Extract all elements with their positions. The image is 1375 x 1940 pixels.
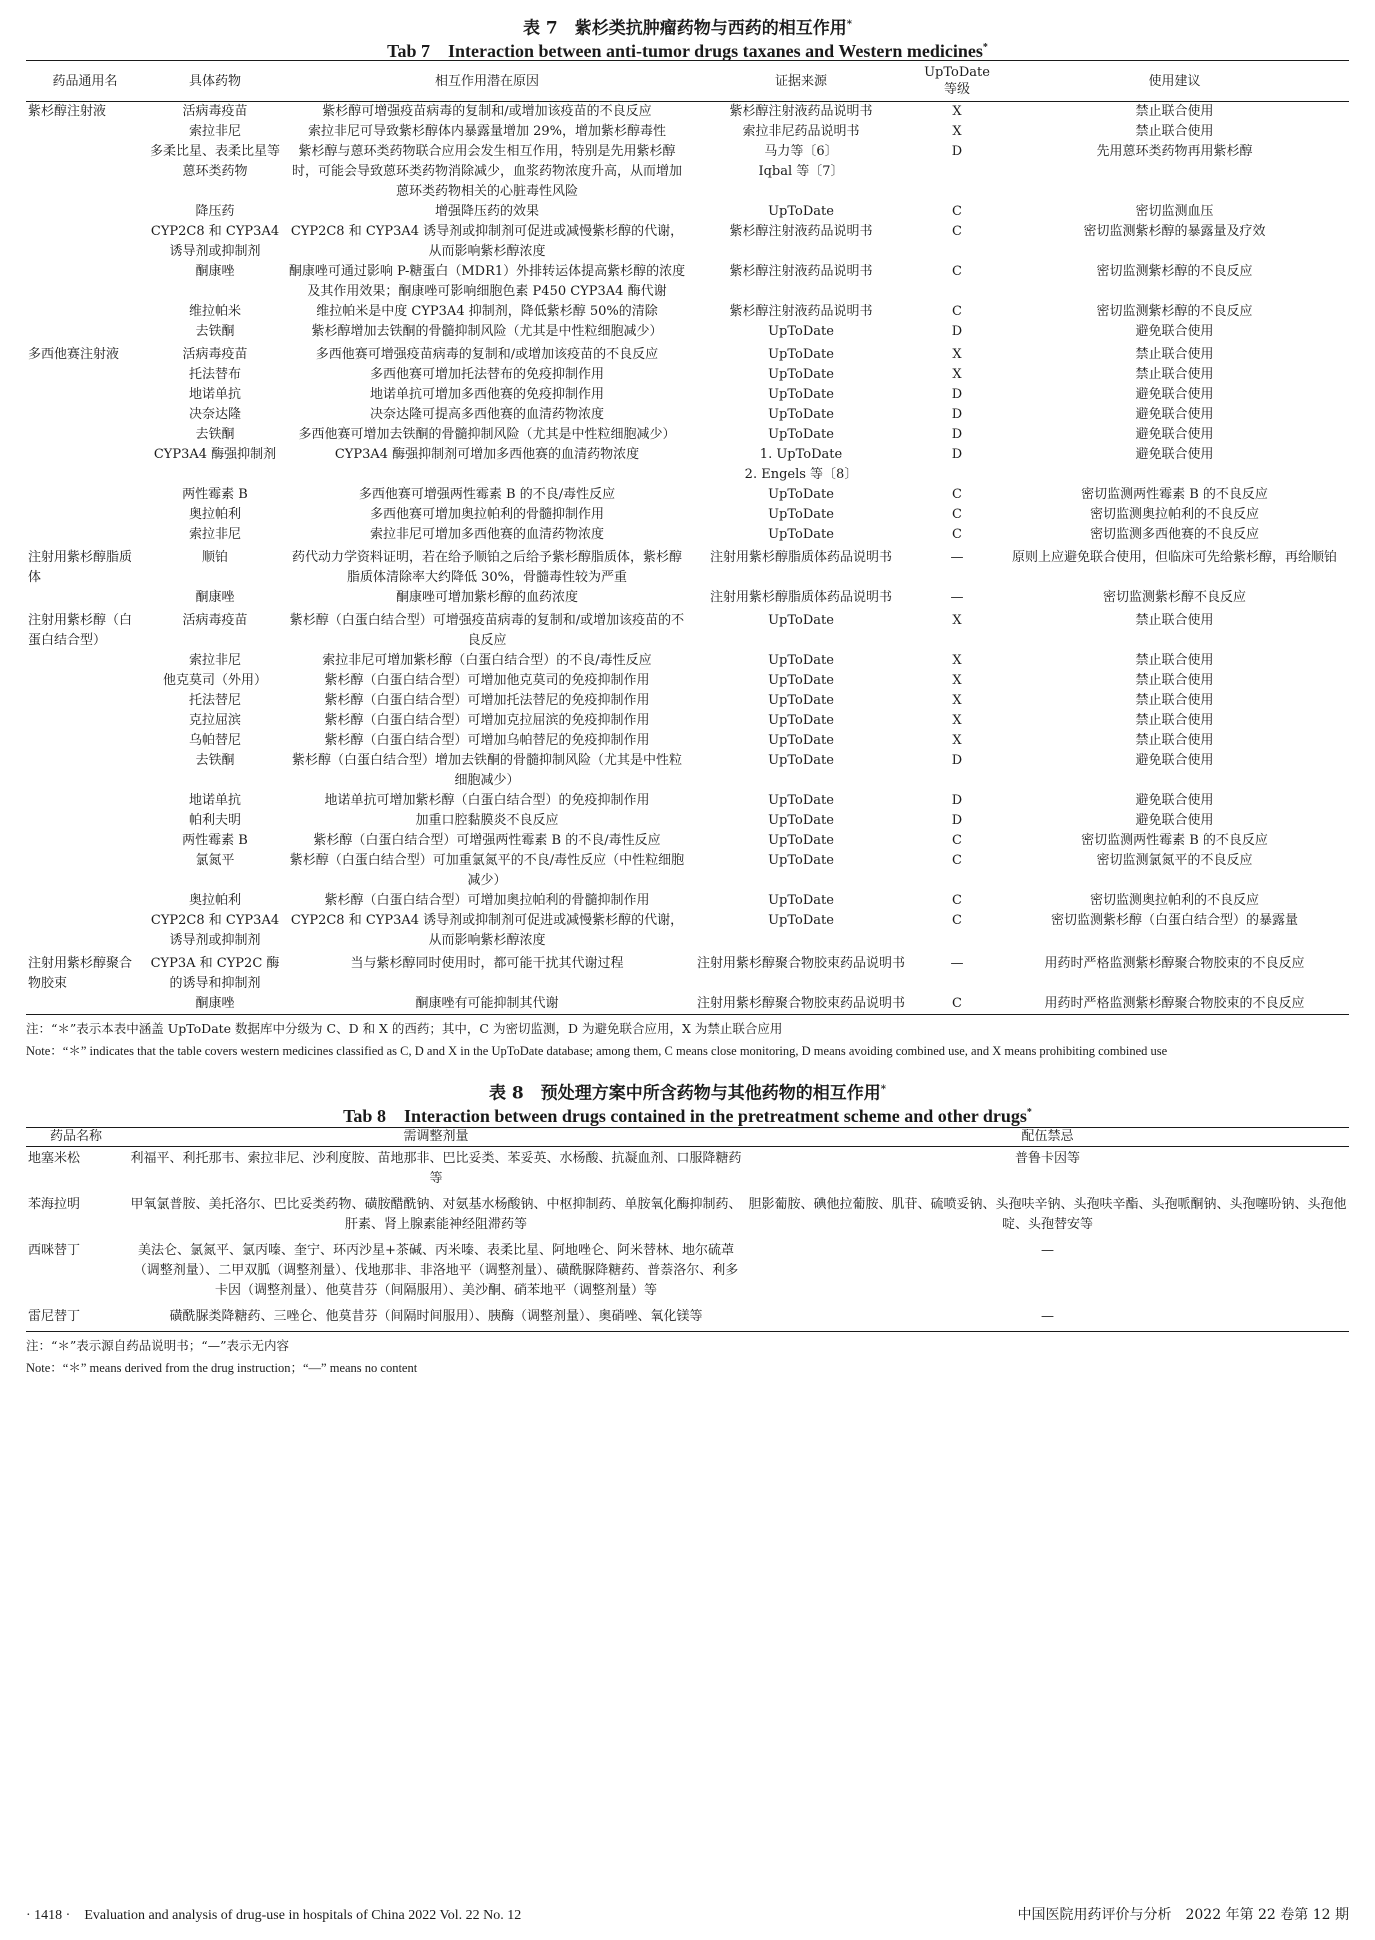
tab7-cell-reason: 地诺单抗可增加紫杉醇（白蛋白结合型）的免疫抑制作用: [324, 793, 650, 808]
tab7-header-level: UpToDate 等级: [914, 61, 1000, 102]
tab7-cell-source: 紫杉醇注射液药品说明书: [729, 304, 873, 319]
tab7-cell-reason: 维拉帕米是中度 CYP3A4 抑制剂，降低紫杉醇 50%的清除: [316, 304, 658, 319]
tab8-cell-name: 地塞米松: [28, 1151, 81, 1166]
tab7-cell-generic: [26, 425, 144, 445]
tab7-cell-level: C: [952, 264, 962, 279]
tab7-cell-level: D: [951, 324, 963, 339]
tab7-cell-drug: 克拉屈滨: [188, 713, 241, 728]
tab7-cell-advice: 密切监测紫杉醇的不良反应: [1096, 304, 1253, 319]
tab7-cell-source: 注射用紫杉醇聚合物胶束药品说明书: [696, 956, 905, 971]
tab7-cell-source: UpToDate: [768, 653, 834, 668]
tab7-row: [26, 425, 1349, 445]
tab7-cell-reason: 药代动力学资料证明，若在给予顺铂之后给予紫杉醇脂质体，紫杉醇脂质体清除率大约降低 30%，骨髓毒性较为严重: [291, 550, 682, 585]
tab7-row: [26, 951, 1349, 994]
tab7-cell-drug: 帕利夫明: [188, 813, 241, 828]
tab7-cell-source: UpToDate: [768, 204, 834, 219]
tab7-cell-generic: [26, 711, 144, 731]
tab7-cell-reason: 紫杉醇（白蛋白结合型）可增加乌帕替尼的免疫抑制作用: [324, 733, 650, 748]
tab7-cell-level: C: [952, 996, 962, 1011]
tab7-cell-reason: 紫杉醇（白蛋白结合型）增加去铁酮的骨髓抑制风险（尤其是中性粒细胞减少）: [291, 753, 682, 788]
tab8-cell-name: 西咪替丁: [28, 1243, 81, 1258]
tab7-body: [26, 102, 1349, 1015]
tab7-cell-generic: [26, 891, 144, 911]
tab7-cell-level: X: [952, 693, 962, 708]
tab7-cell-level: C: [952, 893, 962, 908]
tab7-row: [26, 588, 1349, 608]
tab7-note-en: Note：“＊” indicates that the table covers western medicines classified as C, D and X in the UpToDate database; among them, C means close monitoring, D means avoiding combined use, and X means prohibiting combined use: [26, 1044, 1168, 1058]
tab7-cell-level: X: [952, 713, 962, 728]
tab7-cell-level: X: [952, 124, 962, 139]
tab8-header-incompat: 配伍禁忌: [746, 1128, 1349, 1147]
tab7-cell-advice: 密切监测氯氮平的不良反应: [1096, 853, 1253, 868]
tab7-cell-advice: 密切监测紫杉醇的暴露量及疗效: [1083, 224, 1266, 239]
tab7-cell-level: D: [951, 793, 963, 808]
tab7-cell-source: 注射用紫杉醇聚合物胶束药品说明书: [696, 996, 905, 1011]
tab7-cell-generic: [26, 222, 144, 262]
tab7-cell-drug: 去铁酮: [195, 753, 235, 768]
tab7-cell-generic: [26, 525, 144, 545]
tab7-cell-source: 注射用紫杉醇脂质体药品说明书: [709, 550, 892, 565]
tab7-cell-level: X: [952, 347, 962, 362]
tab7-cell-generic: 紫杉醇注射液: [28, 104, 107, 119]
tab7-cell-source: UpToDate: [768, 507, 834, 522]
tab7-cell-generic: [26, 731, 144, 751]
tab7-header-generic: 药品通用名: [26, 61, 144, 102]
tab7-cell-reason: 紫杉醇（白蛋白结合型）可增强两性霉素 B 的不良/毒性反应: [313, 833, 661, 848]
tab7-cell-advice: 禁止联合使用: [1135, 347, 1214, 362]
tab7-cell-drug: 索拉非尼: [188, 527, 241, 542]
tab7-caption-cn: 表 7 紫杉类抗肿瘤药物与西药的相互作用*: [523, 18, 852, 39]
tab7-cell-source: 紫杉醇注射液药品说明书: [729, 264, 873, 279]
tab7-cell-drug: CYP2C8 和 CYP3A4 诱导剂或抑制剂: [150, 913, 280, 948]
tab7-cell-drug: CYP3A 和 CYP2C 酶的诱导和抑制剂: [150, 956, 280, 991]
tab7-cell-source: UpToDate: [768, 367, 834, 382]
tab8-note-cn: 注：“＊”表示源自药品说明书；“—”表示无内容: [26, 1338, 290, 1353]
tab7-cell-level: D: [951, 753, 963, 768]
tab7-cell-level: C: [952, 304, 962, 319]
tab8-cell-adjust: 磺酰脲类降糖药、三唑仑、他莫昔芬（间隔时间服用）、胰酶（调整剂量）、奥硝唑、氧化镁等: [169, 1309, 703, 1324]
tab7-cell-drug: 氯氮平: [195, 853, 235, 868]
tab7-cell-drug: 活病毒疫苗: [182, 104, 248, 119]
tab7-cell-drug: 活病毒疫苗: [182, 613, 248, 628]
tab8-cell-adjust: 利福平、利托那韦、索拉非尼、沙利度胺、苗地那非、巴比妥类、苯妥英、水杨酸、抗凝血剂、口服降糖药等: [130, 1151, 742, 1186]
tab7-cell-generic: [26, 262, 144, 302]
tab8-caption-en: Tab 8 Interaction between drugs contained in the pretreatment scheme and other drugs*: [343, 1106, 1032, 1126]
tab7-cell-generic: [26, 811, 144, 831]
tab7-cell-generic: [26, 202, 144, 222]
tab8-row: [26, 1193, 1349, 1239]
tab7-row: [26, 385, 1349, 405]
tab7-row: [26, 831, 1349, 851]
tab7-cell-level: X: [952, 733, 962, 748]
tab7-header-drug: 具体药物: [144, 61, 286, 102]
tab7-cell-reason: CYP3A4 酶强抑制剂可增加多西他赛的血清药物浓度: [334, 447, 640, 462]
tab7-cell-level: C: [952, 913, 962, 928]
tab7-cell-level: D: [951, 387, 963, 402]
tab7-cell-drug: 地诺单抗: [188, 387, 241, 402]
tab7-cell-reason: 紫杉醇与蒽环类药物联合应用会发生相互作用，特别是先用紫杉醇时，可能会导致蒽环类药物消除减少，血浆药物浓度升高，从而增加蒽环类药物相关的心脏毒性风险: [291, 144, 682, 199]
tab7-cell-reason: 紫杉醇（白蛋白结合型）可加重氯氮平的不良/毒性反应（中性粒细胞减少）: [289, 853, 685, 888]
tab7-cell-advice: 禁止联合使用: [1135, 693, 1214, 708]
tab7-row: [26, 545, 1349, 588]
tab7-cell-generic: [26, 588, 144, 608]
tab7-cell-drug: 托法替尼: [188, 693, 241, 708]
tab7-cell-reason: 增强降压药的效果: [434, 204, 539, 219]
tab7-cell-advice: 禁止联合使用: [1135, 713, 1214, 728]
tab7-cell-source: UpToDate: [768, 613, 834, 628]
tab7-cell-generic: 注射用紫杉醇（白蛋白结合型）: [28, 613, 133, 648]
tab7-row: [26, 202, 1349, 222]
tab7-cell-drug: 顺铂: [201, 550, 228, 565]
tab7-cell-level: D: [951, 813, 963, 828]
tab7-cell-advice: 密切监测紫杉醇不良反应: [1102, 590, 1246, 605]
tab7-cell-advice: 密切监测奥拉帕利的不良反应: [1089, 507, 1259, 522]
tab7-cell-reason: 决奈达隆可提高多西他赛的血清药物浓度: [369, 407, 604, 422]
tab7-cell-source: UpToDate: [768, 387, 834, 402]
tab7-cell-generic: [26, 485, 144, 505]
tab7-row: [26, 994, 1349, 1015]
tab7-cell-source: 1. UpToDate 2. Engels 等〔8〕: [744, 447, 858, 482]
tab7-cell-drug: 索拉非尼: [188, 124, 241, 139]
tab7-cell-source: UpToDate: [768, 793, 834, 808]
tab7-cell-advice: 密切监测紫杉醇的不良反应: [1096, 264, 1253, 279]
tab7-cell-level: C: [952, 507, 962, 522]
tab7-cell-drug: 决奈达隆: [188, 407, 241, 422]
tab7-cell-level: C: [952, 204, 962, 219]
tab8-body: [26, 1147, 1349, 1332]
tab7-cell-source: 紫杉醇注射液药品说明书: [729, 224, 873, 239]
tab7-cell-source: 注射用紫杉醇脂质体药品说明书: [709, 590, 892, 605]
tab7-cell-generic: [26, 994, 144, 1015]
tab7-cell-advice: 密切监测两性霉素 B 的不良反应: [1081, 833, 1268, 848]
tab7-cell-source: 马力等〔6〕 Iqbal 等〔7〕: [758, 144, 844, 179]
tab7-cell-reason: 索拉非尼可导致紫杉醇体内暴露量增加 29%，增加紫杉醇毒性: [307, 124, 667, 139]
tab7-cell-generic: [26, 302, 144, 322]
tab7-cell-advice: 密切监测血压: [1135, 204, 1214, 219]
tab7-cell-generic: [26, 405, 144, 425]
tab7-cell-drug: 酮康唑: [195, 590, 235, 605]
tab7-row: [26, 302, 1349, 322]
tab7-cell-level: D: [951, 427, 963, 442]
tab7-cell-advice: 密切监测紫杉醇（白蛋白结合型）的暴露量: [1050, 913, 1298, 928]
tab7-cell-advice: 密切监测多西他赛的不良反应: [1089, 527, 1259, 542]
tab7-cell-drug: 两性霉素 B: [182, 833, 248, 848]
tab8-row: [26, 1147, 1349, 1194]
tab7-cell-drug: 酮康唑: [195, 264, 235, 279]
tab7-cell-generic: [26, 122, 144, 142]
tab7-cell-reason: 紫杉醇（白蛋白结合型）可增加奥拉帕利的骨髓抑制作用: [324, 893, 650, 908]
tab7-cell-reason: 多西他赛可增强疫苗病毒的复制和/或增加该疫苗的不良反应: [315, 347, 659, 362]
tab7-row: [26, 102, 1349, 123]
tab7-row: [26, 322, 1349, 342]
tab7-cell-advice: 禁止联合使用: [1135, 367, 1214, 382]
tab7-cell-level: X: [952, 367, 962, 382]
tab7-row: [26, 405, 1349, 425]
tab7-row: [26, 811, 1349, 831]
tab7-cell-advice: 避免联合使用: [1135, 427, 1214, 442]
tab7-cell-level: D: [951, 447, 963, 462]
tab7-cell-advice: 避免联合使用: [1135, 387, 1214, 402]
tab7-cell-advice: 密切监测两性霉素 B 的不良反应: [1081, 487, 1268, 502]
tab8-row: [26, 1305, 1349, 1332]
tab8-cell-incompat: 普鲁卡因等: [1014, 1151, 1080, 1166]
tab7-row: [26, 751, 1349, 791]
tab7-cell-drug: 奥拉帕利: [188, 507, 241, 522]
tab7-cell-generic: [26, 691, 144, 711]
tab7-row: [26, 142, 1349, 202]
tab7-cell-level: X: [952, 673, 962, 688]
tab7-cell-reason: 酮康唑可通过影响 P-糖蛋白（MDR1）外排转运体提高紫杉醇的浓度及其作用效果；酮康唑可影响细胞色素 P450 CYP3A4 酶代谢: [288, 264, 686, 299]
tab7-cell-advice: 禁止联合使用: [1135, 613, 1214, 628]
tab7-cell-source: UpToDate: [768, 427, 834, 442]
tab7-cell-source: UpToDate: [768, 813, 834, 828]
tab7-cell-drug: 托法替布: [188, 367, 241, 382]
tab8-header-name: 药品名称: [26, 1128, 126, 1147]
tab7-cell-reason: 加重口腔黏膜炎不良反应: [415, 813, 559, 828]
tab7-cell-advice: 禁止联合使用: [1135, 673, 1214, 688]
tab7-header-advice: 使用建议: [1000, 61, 1349, 102]
tab7-cell-source: UpToDate: [768, 713, 834, 728]
tab7-cell-generic: 注射用紫杉醇聚合物胶束: [28, 956, 133, 991]
tab7-cell-level: C: [952, 487, 962, 502]
tab7-cell-generic: [26, 851, 144, 891]
tab7-cell-drug: CYP3A4 酶强抑制剂: [153, 447, 277, 462]
tab7-cell-level: X: [952, 104, 962, 119]
tab7-cell-advice: 原则上应避免联合使用，但临床可先给紫杉醇，再给顺铂: [1011, 550, 1337, 565]
tab7-cell-source: UpToDate: [768, 693, 834, 708]
tab7-cell-reason: 多西他赛可增加奥拉帕利的骨髓抑制作用: [369, 507, 604, 522]
tab7-cell-reason: 索拉非尼可增加紫杉醇（白蛋白结合型）的不良/毒性反应: [322, 653, 652, 668]
tab8-cell-incompat: —: [1041, 1309, 1054, 1324]
tab7-row: [26, 711, 1349, 731]
tab7-cell-source: UpToDate: [768, 733, 834, 748]
tab7-row: [26, 891, 1349, 911]
tab7-row: [26, 525, 1349, 545]
tab7-cell-reason: CYP2C8 和 CYP3A4 诱导剂或抑制剂可促进或减慢紫杉醇的代谢，从而影响紫杉醇浓度: [290, 224, 684, 259]
tab7-cell-level: C: [952, 224, 962, 239]
tab8-caption-cn: 表 8 预处理方案中所含药物与其他药物的相互作用*: [489, 1083, 886, 1104]
tab8-table: [26, 1127, 1349, 1332]
tab7-cell-source: UpToDate: [768, 853, 834, 868]
tab7-cell-drug: 索拉非尼: [188, 653, 241, 668]
tab7-row: [26, 791, 1349, 811]
tab8-cell-incompat: 胆影葡胺、碘他拉葡胺、肌苷、硫喷妥钠、头孢呋辛钠、头孢呋辛酯、头孢哌酮钠、头孢噻吩钠、头孢他啶、头孢替安等: [748, 1197, 1347, 1232]
tab7-cell-level: X: [952, 613, 962, 628]
tab7-cell-reason: 紫杉醇（白蛋白结合型）可增强疫苗病毒的复制和/或增加该疫苗的不良反应: [289, 613, 685, 648]
tab7-cell-advice: 避免联合使用: [1135, 793, 1214, 808]
tab7-cell-generic: [26, 911, 144, 951]
tab7-cell-reason: 多西他赛可增强两性霉素 B 的不良/毒性反应: [358, 487, 616, 502]
tab7-cell-source: UpToDate: [768, 753, 834, 768]
tab7-cell-level: C: [952, 527, 962, 542]
footer-right: 中国医院用药评价与分析 2022 年第 22 卷第 12 期: [1017, 1907, 1349, 1923]
tab7-cell-source: UpToDate: [768, 324, 834, 339]
tab7-cell-source: UpToDate: [768, 833, 834, 848]
tab7-row: [26, 911, 1349, 951]
tab7-cell-advice: 禁止联合使用: [1135, 653, 1214, 668]
tab7-cell-advice: 用药时严格监测紫杉醇聚合物胶束的不良反应: [1044, 996, 1305, 1011]
tab7-cell-advice: 禁止联合使用: [1135, 124, 1214, 139]
tab7-cell-generic: [26, 791, 144, 811]
tab7-header-reason: 相互作用潜在原因: [286, 61, 688, 102]
tab7-row: [26, 485, 1349, 505]
tab7-cell-drug: 乌帕替尼: [188, 733, 241, 748]
tab7-cell-drug: 活病毒疫苗: [182, 347, 248, 362]
tab8-cell-incompat: —: [1041, 1243, 1054, 1258]
tab7-header-source: 证据来源: [688, 61, 914, 102]
tab7-cell-reason: 多西他赛可增加去铁酮的骨髓抑制风险（尤其是中性粒细胞减少）: [298, 427, 676, 442]
tab7-cell-generic: [26, 671, 144, 691]
tab7-cell-source: UpToDate: [768, 527, 834, 542]
tab7-cell-advice: 禁止联合使用: [1135, 733, 1214, 748]
tab7-cell-generic: [26, 385, 144, 405]
tab7-row: [26, 342, 1349, 365]
tab7-row: [26, 608, 1349, 651]
tab7-cell-source: 索拉非尼药品说明书: [742, 124, 860, 139]
tab7-row: [26, 691, 1349, 711]
tab7-cell-reason: 酮康唑可增加紫杉醇的血药浓度: [395, 590, 578, 605]
tab7-cell-advice: 用药时严格监测紫杉醇聚合物胶束的不良反应: [1044, 956, 1305, 971]
tab7-cell-reason: 紫杉醇（白蛋白结合型）可增加托法替尼的免疫抑制作用: [324, 693, 650, 708]
tab7-cell-drug: 他克莫司（外用）: [162, 673, 267, 688]
tab7-cell-level: C: [952, 833, 962, 848]
tab7-cell-advice: 避免联合使用: [1135, 407, 1214, 422]
tab7-cell-generic: [26, 651, 144, 671]
tab8-row: [26, 1239, 1349, 1305]
tab7-cell-level: X: [952, 653, 962, 668]
tab7-cell-level: —: [950, 550, 964, 565]
tab7-cell-source: 紫杉醇注射液药品说明书: [729, 104, 873, 119]
tab7-cell-drug: 奥拉帕利: [188, 893, 241, 908]
tab7-cell-reason: 多西他赛可增加托法替布的免疫抑制作用: [369, 367, 604, 382]
tab7-cell-advice: 先用蒽环类药物再用紫杉醇: [1096, 144, 1253, 159]
tab7-cell-advice: 避免联合使用: [1135, 753, 1214, 768]
tab7-cell-advice: 避免联合使用: [1135, 447, 1214, 462]
tab7-cell-source: UpToDate: [768, 407, 834, 422]
tab8-cell-name: 雷尼替丁: [28, 1309, 81, 1324]
tab7-cell-drug: 地诺单抗: [188, 793, 241, 808]
tab7-cell-drug: 去铁酮: [195, 427, 235, 442]
tab7-row: [26, 122, 1349, 142]
tab7-cell-reason: CYP2C8 和 CYP3A4 诱导剂或抑制剂可促进或减慢紫杉醇的代谢，从而影响紫杉醇浓度: [290, 913, 684, 948]
tab7-cell-generic: [26, 445, 144, 485]
tab7-cell-drug: 维拉帕米: [188, 304, 241, 319]
tab7-cell-drug: 去铁酮: [195, 324, 235, 339]
tab7-cell-reason: 紫杉醇可增强疫苗病毒的复制和/或增加该疫苗的不良反应: [322, 104, 652, 119]
tab7-cell-source: UpToDate: [768, 673, 834, 688]
tab7-cell-source: UpToDate: [768, 913, 834, 928]
tab7-cell-drug: CYP2C8 和 CYP3A4 诱导剂或抑制剂: [150, 224, 280, 259]
tab7-cell-generic: [26, 751, 144, 791]
tab7-cell-advice: 密切监测奥拉帕利的不良反应: [1089, 893, 1259, 908]
tab7-row: [26, 262, 1349, 302]
tab7-row: [26, 445, 1349, 485]
tab7-cell-drug: 两性霉素 B: [182, 487, 248, 502]
tab7-cell-reason: 紫杉醇（白蛋白结合型）可增加他克莫司的免疫抑制作用: [324, 673, 650, 688]
tab7-cell-reason: 紫杉醇增加去铁酮的骨髓抑制风险（尤其是中性粒细胞减少）: [311, 324, 663, 339]
tab7-table: [26, 60, 1349, 1015]
tab7-cell-drug: 降压药: [195, 204, 235, 219]
page-body: [26, 14, 1349, 1378]
tab7-cell-generic: [26, 365, 144, 385]
tab7-cell-source: UpToDate: [768, 347, 834, 362]
tab7-cell-source: UpToDate: [768, 893, 834, 908]
tab7-cell-level: C: [952, 853, 962, 868]
tab7-cell-reason: 酮康唑有可能抑制其代谢: [415, 996, 559, 1011]
tab7-row: [26, 222, 1349, 262]
tab7-caption-en: Tab 7 Interaction between anti-tumor drugs taxanes and Western medicines*: [387, 41, 988, 61]
tab7-cell-drug: 多柔比星、表柔比星等蒽环类药物: [149, 144, 280, 179]
tab7-cell-reason: 当与紫杉醇同时使用时，都可能干扰其代谢过程: [350, 956, 624, 971]
tab8-cell-adjust: 甲氧氯普胺、美托洛尔、巴比妥类药物、磺胺醋酰钠、对氨基水杨酸钠、中枢抑制药、单胺氧化酶抑制药、肝素、肾上腺素能神经阻滞药等: [130, 1197, 742, 1232]
tab8-header-adjust: 需调整剂量: [126, 1128, 746, 1147]
footer-left: · 1418 · Evaluation and analysis of drug-use in hospitals of China 2022 Vol. 22 No. 12: [26, 1908, 522, 1923]
tab7-header-row: [26, 61, 1349, 102]
tab7-cell-advice: 避免联合使用: [1135, 324, 1214, 339]
tab8-cell-name: 苯海拉明: [28, 1197, 81, 1212]
tab7-cell-generic: [26, 505, 144, 525]
tab7-cell-generic: 多西他赛注射液: [28, 347, 120, 362]
tab8-cell-adjust: 美法仑、氯氮平、氯丙嗪、奎宁、环丙沙星+茶碱、丙米嗪、表柔比星、阿地唑仑、阿米替林、地尔硫䓬（调整剂量）、二甲双胍（调整剂量）、伐地那非、非洛地平（调整剂量）、磺酰脲降糖药、普萘洛尔、利多卡因（调整剂量）、他莫昔芬（间隔服用）、美沙酮、硝苯地平（调整剂量）等: [133, 1243, 739, 1298]
tab7-cell-reason: 地诺单抗可增加多西他赛的免疫抑制作用: [369, 387, 604, 402]
tab7-cell-level: D: [951, 407, 963, 422]
tab7-cell-generic: 注射用紫杉醇脂质体: [28, 550, 133, 585]
tab7-cell-advice: 避免联合使用: [1135, 813, 1214, 828]
tab7-cell-level: —: [950, 956, 964, 971]
tab7-row: [26, 651, 1349, 671]
tab7-cell-level: D: [951, 144, 963, 159]
tab8-header-row: [26, 1128, 1349, 1147]
tab8-note-en: Note：“＊” means derived from the drug instruction；“—” means no content: [26, 1361, 418, 1375]
tab7-row: [26, 851, 1349, 891]
tab7-cell-drug: 酮康唑: [195, 996, 235, 1011]
tab7-cell-reason: 索拉非尼可增加多西他赛的血清药物浓度: [369, 527, 604, 542]
tab7-row: [26, 671, 1349, 691]
tab7-cell-level: —: [950, 590, 964, 605]
tab7-cell-source: UpToDate: [768, 487, 834, 502]
tab7-row: [26, 365, 1349, 385]
tab7-row: [26, 731, 1349, 751]
tab7-cell-generic: [26, 322, 144, 342]
tab7-note-cn: 注：“＊”表示本表中涵盖 UpToDate 数据库中分级为 C、D 和 X 的西药；其中，C 为密切监测，D 为避免联合应用，X 为禁止联合应用: [26, 1021, 783, 1036]
tab7-cell-generic: [26, 142, 144, 202]
tab7-cell-generic: [26, 831, 144, 851]
tab7-cell-reason: 紫杉醇（白蛋白结合型）可增加克拉屈滨的免疫抑制作用: [324, 713, 650, 728]
tab7-cell-advice: 禁止联合使用: [1135, 104, 1214, 119]
tab7-row: [26, 505, 1349, 525]
